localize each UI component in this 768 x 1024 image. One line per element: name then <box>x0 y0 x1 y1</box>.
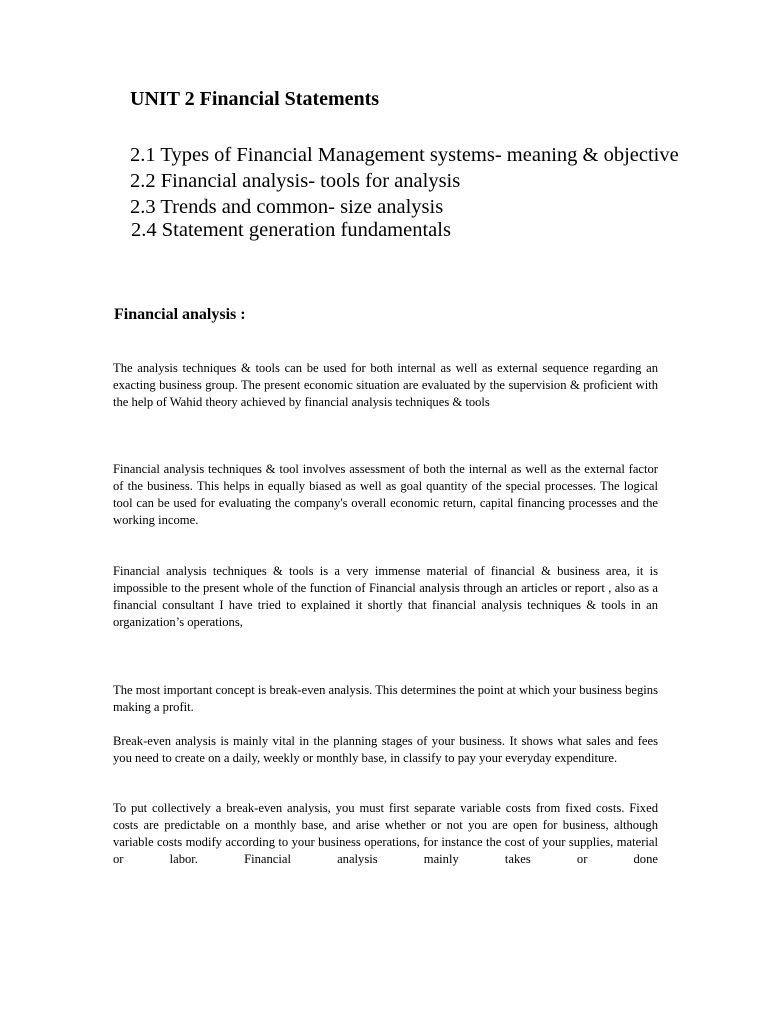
table-of-contents <box>130 142 690 243</box>
toc-item-2-3: 2.3 Trends and common- size analysis <box>130 196 444 218</box>
toc-item-2-1: 2.1 Types of Financial Management systems- meaning & objective <box>130 144 679 166</box>
toc-item-2-2: 2.2 Financial analysis- tools for analysis <box>130 170 461 192</box>
unit-title: UNIT 2 Financial Statements <box>130 88 380 110</box>
section-heading: Financial analysis : <box>114 306 246 323</box>
paragraph-4: The most important concept is break-even analysis. This determines the point at which your business begins making a profit. <box>113 683 658 714</box>
paragraph-3: Financial analysis techniques & tools is a very immense material of financial & business area, it is impossible to the present whole of the function of Financial analysis through an articles or report , also as a financial consultant I have tried to explained it shortly that financial analysis techniques & tools in an organization’s operations, <box>113 564 658 629</box>
toc-item-2-4: 2.4 Statement generation fundamentals <box>131 219 451 241</box>
paragraph-1: The analysis techniques & tools can be used for both internal as well as external sequence regarding an exacting business group. The present economic situation are evaluated by the supervision & proficient with the help of Wahid theory achieved by financial analysis techniques & tools <box>113 361 658 409</box>
paragraph-6: To put collectively a break-even analysis, you must first separate variable costs from fixed costs. Fixed costs are predictable on a monthly base, and arise whether or not you are open for business, although variable costs modify according to your business operations, for instance the cost of your supplies, material or labor. Financial analysis mainly takes or done <box>113 801 658 866</box>
paragraph-5: Break-even analysis is mainly vital in the planning stages of your business. It shows what sales and fees you need to create on a daily, weekly or monthly base, in classify to pay your everyday expenditure. <box>113 734 658 765</box>
paragraph-2: Financial analysis techniques & tool involves assessment of both the internal as well as the external factor of the business. This helps in equally biased as well as goal quantity of the special processes. The logical tool can be used for evaluating the company's overall economic return, capital financing processes and the working income. <box>113 462 658 527</box>
